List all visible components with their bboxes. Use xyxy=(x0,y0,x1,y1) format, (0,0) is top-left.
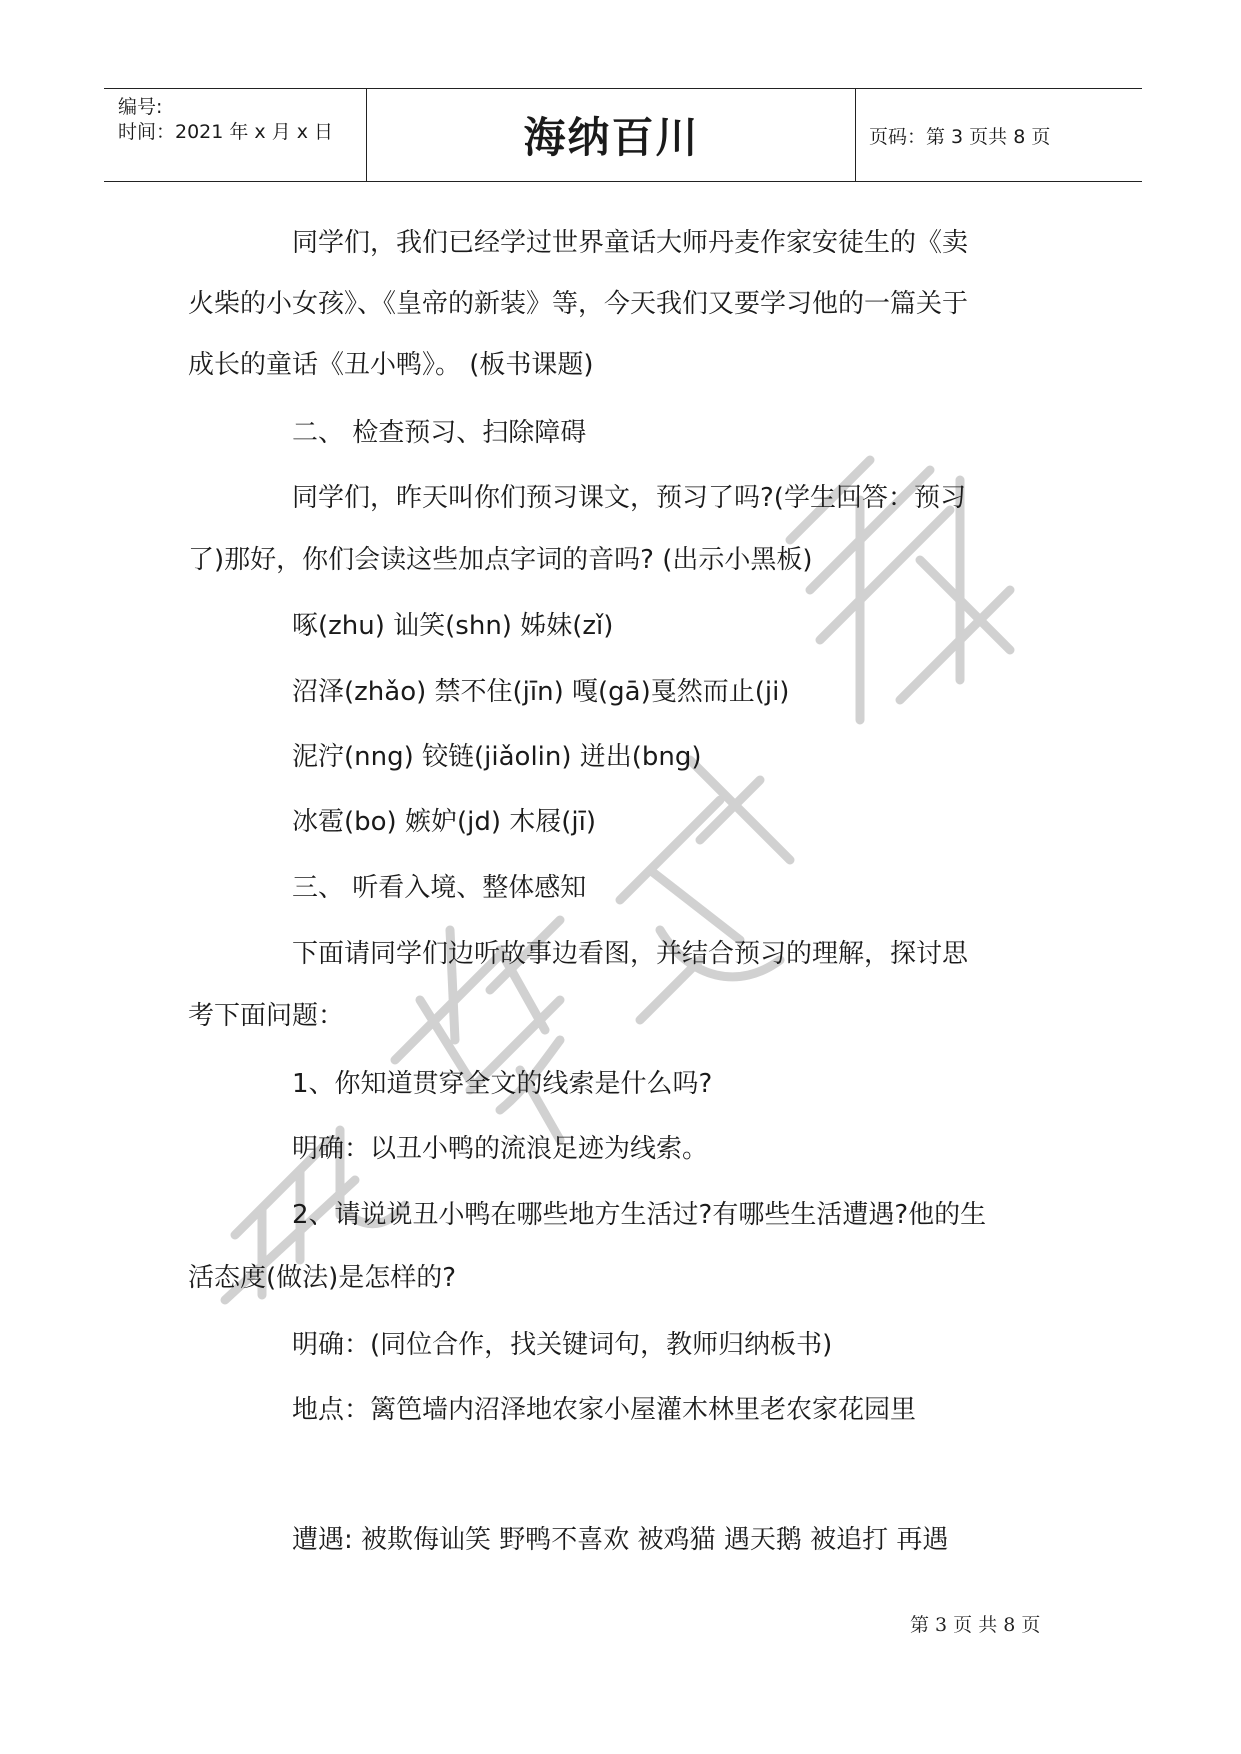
body-line: 同学们，昨天叫你们预习课文，预习了吗?(学生回答：预习 xyxy=(292,483,966,513)
location-line: 地点：篱笆墙内沼泽地农家小屋灌木林里老农家花园里 xyxy=(292,1395,917,1425)
header-meta-cell xyxy=(104,89,367,181)
answer-line: 明确：(同位合作，找关键词句，教师归纳板书) xyxy=(292,1330,833,1360)
time-label: 时间：2021 年 x 月 x 日 xyxy=(118,121,334,143)
pinyin-line: 啄(zhu) 讪笑(shn) 姊妹(zǐ) xyxy=(292,611,614,641)
header-page-cell xyxy=(857,89,1142,181)
pinyin-line: 沼泽(zhǎo) 禁不住(jīn) 嘎(gā)戛然而止(ji) xyxy=(292,677,790,707)
body-line: 了)那好，你们会读这些加点字词的音吗? (出示小黑板) xyxy=(188,545,813,575)
section-heading: 三、 听看入境、整体感知 xyxy=(292,873,587,903)
question-line: 1、你知道贯穿全文的线索是什么吗? xyxy=(292,1069,713,1099)
pinyin-line: 泥泞(nng) 铰链(jiǎolin) 迸出(bng) xyxy=(292,742,702,772)
body-line: 同学们，我们已经学过世界童话大师丹麦作家安徒生的《卖 xyxy=(292,228,969,258)
document-title: 海纳百川 xyxy=(523,113,700,162)
section-heading: 二、 检查预习、扫除障碍 xyxy=(292,418,587,448)
number-label: 编号: xyxy=(118,96,163,118)
header-table xyxy=(104,88,1142,182)
answer-line: 明确：以丑小鸭的流浪足迹为线索。 xyxy=(292,1134,709,1164)
body-line: 活态度(做法)是怎样的? xyxy=(188,1263,457,1293)
question-line: 2、请说说丑小鸭在哪些地方生活过?有哪些生活遭遇?他的生 xyxy=(292,1200,987,1230)
page-footer: 第 3 页 共 8 页 xyxy=(910,1614,1041,1636)
page-label: 页码：第 3 页共 8 页 xyxy=(869,125,1051,148)
header-title-cell xyxy=(368,89,856,181)
body-line: 考下面问题： xyxy=(188,1001,345,1031)
body-line: 下面请同学们边听故事边看图，并结合预习的理解，探讨思 xyxy=(292,939,969,969)
body-line: 火柴的小女孩》、《皇帝的新装》等，今天我们又要学习他的一篇关于 xyxy=(188,289,969,319)
pinyin-line: 冰雹(bo) 嫉妒(jd) 木屐(jī) xyxy=(292,807,596,837)
encounter-line: 遭遇: 被欺侮讪笑 野鸭不喜欢 被鸡猫 遇天鹅 被追打 再遇 xyxy=(292,1525,949,1555)
body-line: 成长的童话《丑小鸭》。 (板书课题) xyxy=(188,350,594,380)
